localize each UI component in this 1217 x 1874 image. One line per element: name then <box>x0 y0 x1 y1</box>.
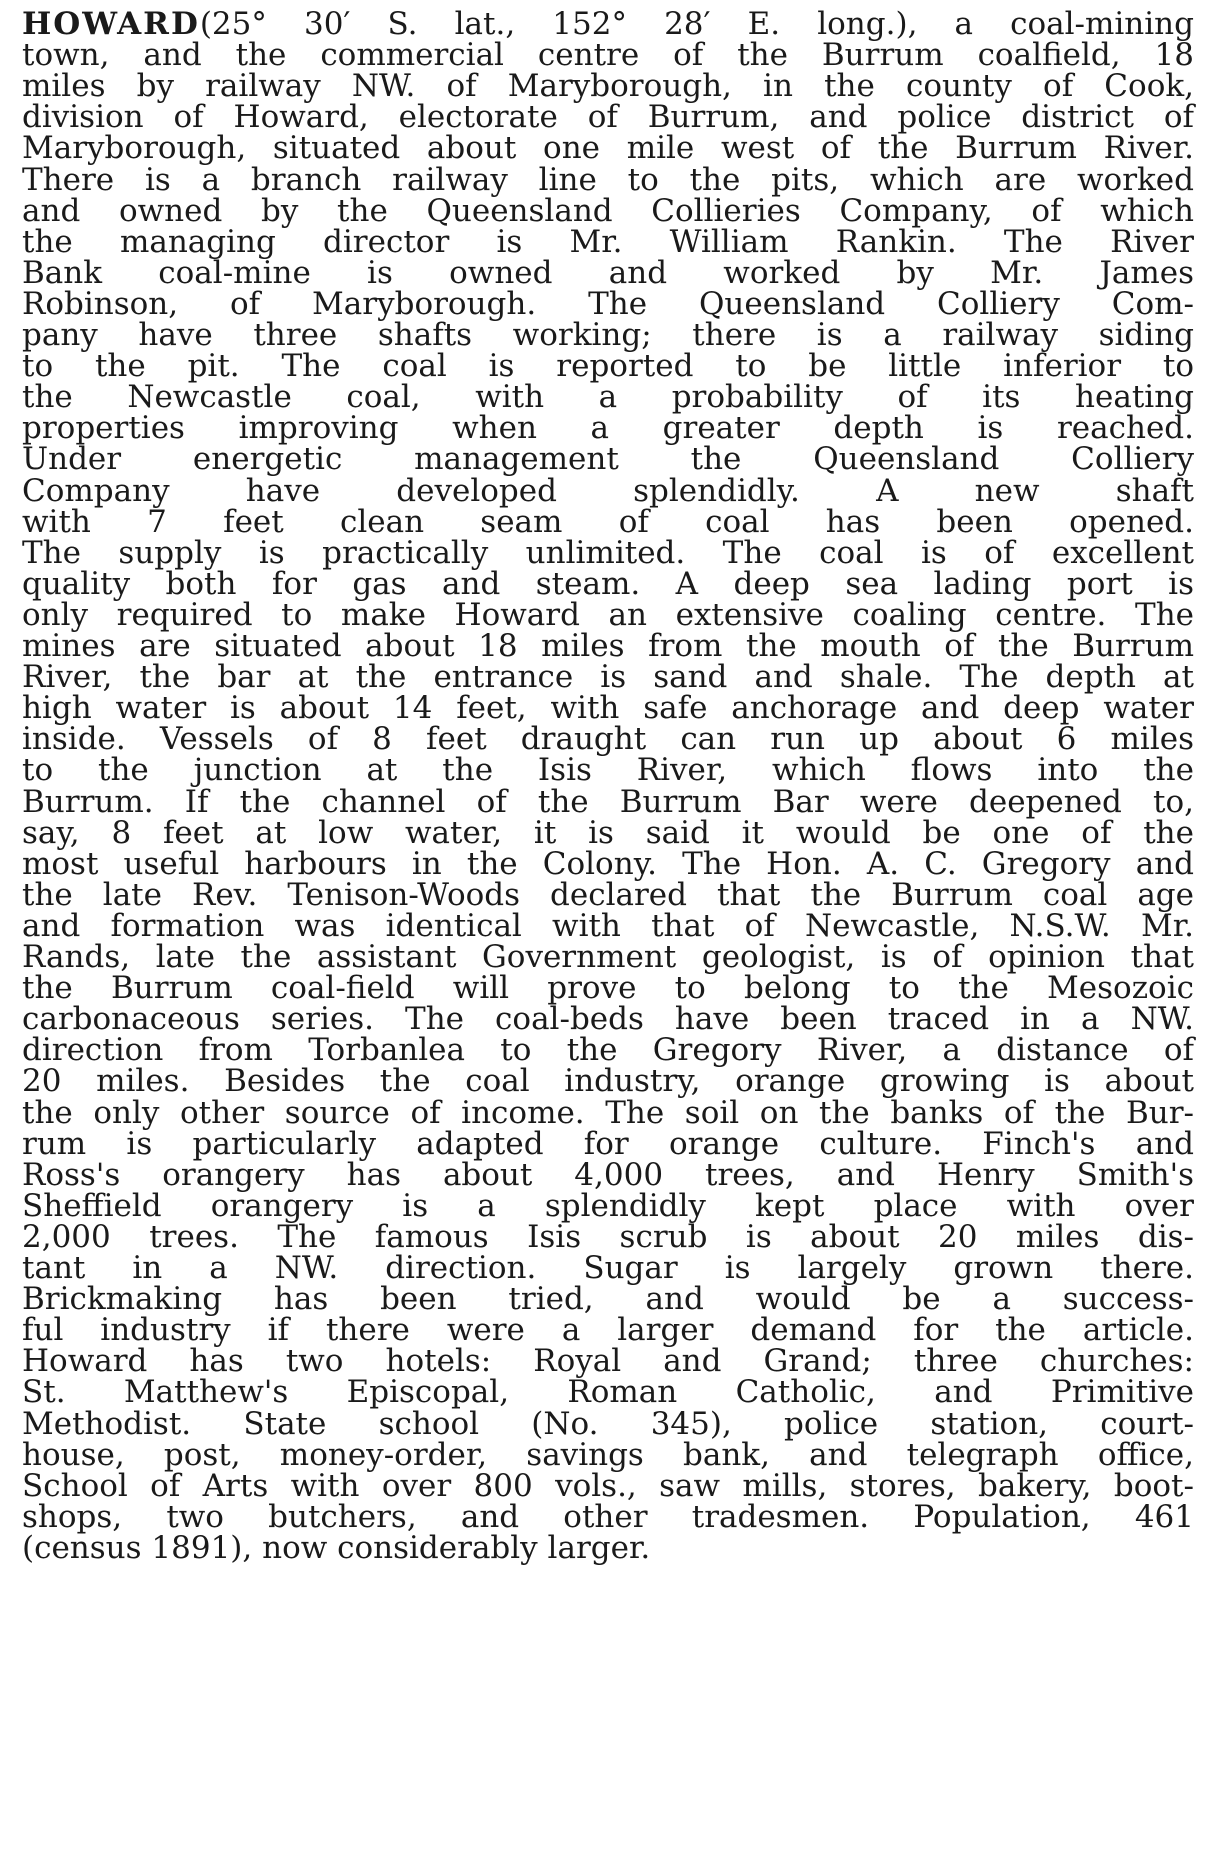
article-line: and owned by the Queensland Collieries Company, of which <box>22 192 1194 229</box>
article-line: the managing director is Mr. William Rankin. The River <box>22 223 1194 260</box>
article-line-text: (25° 30′ S. lat., 152° 28′ E. long.), a coal-mining <box>199 6 1194 42</box>
article-line: rum is particularly adapted for orange culture. Finch's and <box>22 1125 1194 1162</box>
article-line: 20 miles. Besides the coal industry, orange growing is about <box>22 1063 1194 1100</box>
article-line: mines are situated about 18 miles from the mouth of the Burrum <box>22 628 1194 664</box>
article-line: shops, two butchers, and other tradesmen. Population, 461 <box>22 1498 1194 1535</box>
article-line: miles by railway NW. of Maryborough, in the county of Cook, <box>22 68 1194 105</box>
article-line: the Burrum coal-field will prove to belong to the Mesozoic <box>22 970 1194 1007</box>
article-line: inside. Vessels of 8 feet draught can run up about 6 miles <box>22 721 1194 758</box>
article-line: the late Rev. Tenison-Woods declared that the Burrum coal age <box>22 876 1194 913</box>
article-line: Company have developed splendidly. A new shaft <box>22 472 1194 509</box>
article-line: to the junction at the Isis River, which flows into the <box>22 752 1194 789</box>
article-line: only required to make Howard an extensive coaling centre. The <box>22 596 1194 633</box>
article-line: tant in a NW. direction. Sugar is largely grown there. <box>22 1250 1194 1286</box>
document-page <box>22 4 1194 1870</box>
article-line: town, and the commercial centre of the Burrum coalfield, 18 <box>22 37 1194 74</box>
article-line: Bank coal-mine is owned and worked by Mr. James <box>22 254 1194 291</box>
article-line: St. Matthew's Episcopal, Roman Catholic, and Primitive <box>22 1374 1194 1411</box>
article-line: with 7 feet clean seam of coal has been opened. <box>22 503 1194 540</box>
article-line: pany have three shafts working; there is a railway siding <box>22 317 1194 353</box>
article-line: Methodist. State school (No. 345), police station, court- <box>22 1405 1194 1442</box>
article-line: Ross's orangery has about 4,000 trees, and Henry Smith's <box>22 1156 1194 1193</box>
article-line: Burrum. If the channel of the Burrum Bar were deepened to, <box>22 783 1194 820</box>
article-line: Maryborough, situated about one mile west of the Burrum River. <box>22 130 1194 167</box>
article-line: Rands, late the assistant Government geologist, is of opinion that <box>22 939 1194 975</box>
article-line: School of Arts with over 800 vols., saw mills, stores, bakery, boot- <box>22 1467 1194 1504</box>
article-line: division of Howard, electorate of Burrum, and police district of <box>22 99 1194 136</box>
article-line: Brickmaking has been tried, and would be a success- <box>22 1281 1194 1318</box>
article-line: Under energetic management the Queensland Colliery <box>22 441 1194 478</box>
article-line: carbonaceous series. The coal-beds have been traced in a NW. <box>22 1001 1194 1038</box>
article-line: (census 1891), now considerably larger. <box>22 1529 651 1566</box>
article-line: direction from Torbanlea to the Gregory River, a distance of <box>22 1032 1194 1069</box>
article-line: Sheffield orangery is a splendidly kept place with over <box>22 1187 1194 1224</box>
article-line: properties improving when a greater depth is reached. <box>22 410 1194 447</box>
article-line: There is a branch railway line to the pits, which are worked <box>22 161 1194 198</box>
article-line: house, post, money-order, savings bank, and telegraph office, <box>22 1436 1194 1473</box>
article-line: the only other source of income. The soil on the banks of the Bur- <box>22 1094 1194 1131</box>
article-line: Howard has two hotels: Royal and Grand; three churches: <box>22 1343 1194 1380</box>
article-line: high water is about 14 feet, with safe anchorage and deep water <box>22 690 1194 727</box>
article-line: The supply is practically unlimited. The coal is of excellent <box>22 534 1194 571</box>
article-line: quality both for gas and steam. A deep sea lading port is <box>22 565 1194 602</box>
article-line: ful industry if there were a larger demand for the article. <box>22 1312 1194 1349</box>
article-line: 2,000 trees. The famous Isis scrub is about 20 miles dis- <box>22 1218 1194 1255</box>
article-line: and formation was identical with that of Newcastle, N.S.W. Mr. <box>22 907 1194 944</box>
article-line: most useful harbours in the Colony. The Hon. A. C. Gregory and <box>22 845 1194 882</box>
article-line: River, the bar at the entrance is sand and shale. The depth at <box>22 659 1194 696</box>
article-line: to the pit. The coal is reported to be little inferior to <box>22 348 1194 385</box>
article-line: the Newcastle coal, with a probability of its heating <box>22 379 1194 416</box>
article-line: Robinson, of Maryborough. The Queensland Colliery Com- <box>22 285 1194 322</box>
article-line: say, 8 feet at low water, it is said it would be one of the <box>22 814 1194 851</box>
article-heading: HOWARD <box>22 6 200 42</box>
